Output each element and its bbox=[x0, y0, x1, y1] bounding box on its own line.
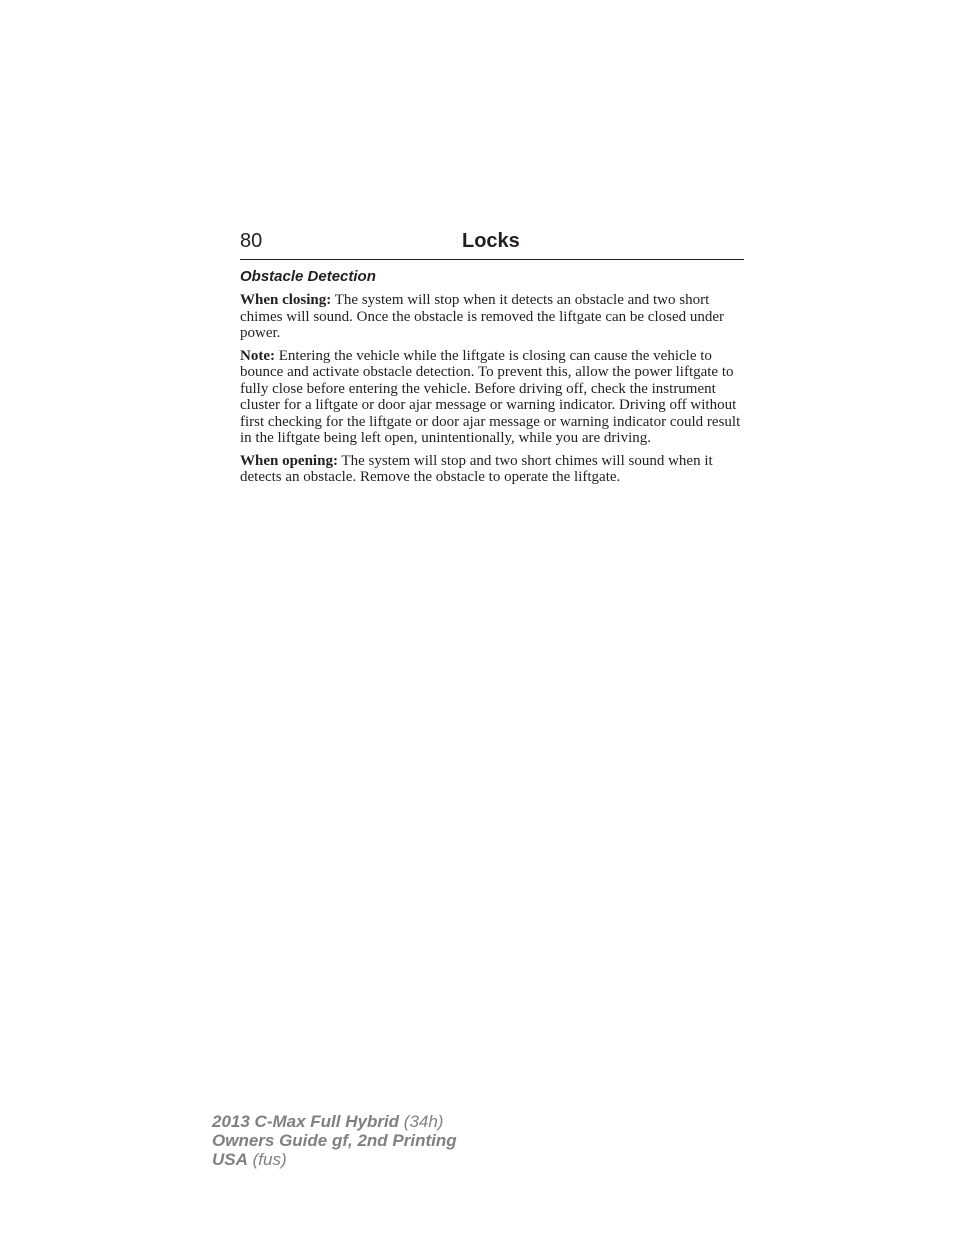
footer-region: USA bbox=[212, 1150, 248, 1169]
paragraph-when-closing bbox=[240, 292, 746, 342]
footer-guide-name: Owners Guide gf, 2nd Printing bbox=[212, 1131, 457, 1150]
paragraph-note bbox=[240, 348, 746, 447]
page-header bbox=[240, 228, 744, 260]
paragraph-lead: When opening: bbox=[240, 452, 338, 469]
paragraph-when-opening bbox=[240, 453, 746, 486]
footer-model-name: 2013 C-Max Full Hybrid bbox=[212, 1112, 400, 1131]
section-title: Locks bbox=[462, 230, 520, 252]
footer-line-guide bbox=[212, 1131, 457, 1150]
paragraph-text: Entering the vehicle while the liftgate is closing can cause the vehicle to bounce and activate obstacle detection. To prevent this, allow the power liftgate to fully close before entering the vehicle. Before driving off, check the instrument cluster for a liftgate or door ajar message or warning indicator. Driving off without first checking for the liftgate or door ajar message or warning indicator could result in the liftgate being left open, unintentionally, while you are driving. bbox=[240, 347, 741, 446]
footer-model-code: (34h) bbox=[399, 1112, 444, 1131]
paragraph-text: The system will stop and two short chimes will sound when it detects an obstacle. Remove the obstacle to operate the liftgate. bbox=[240, 452, 713, 485]
footer-line-model bbox=[212, 1112, 457, 1131]
subheading-obstacle-detection: Obstacle Detection bbox=[240, 268, 376, 285]
page-footer bbox=[212, 1112, 457, 1169]
footer-line-region bbox=[212, 1150, 457, 1169]
paragraph-text: The system will stop when it detects an obstacle and two short chimes will sound. Once the obstacle is removed the liftgate can be closed under power. bbox=[240, 292, 725, 341]
page-number: 80 bbox=[240, 230, 263, 252]
footer-region-code: (fus) bbox=[247, 1150, 287, 1169]
paragraph-lead: Note: bbox=[240, 347, 275, 364]
paragraph-lead: When closing: bbox=[240, 292, 332, 308]
page-content bbox=[240, 267, 746, 492]
